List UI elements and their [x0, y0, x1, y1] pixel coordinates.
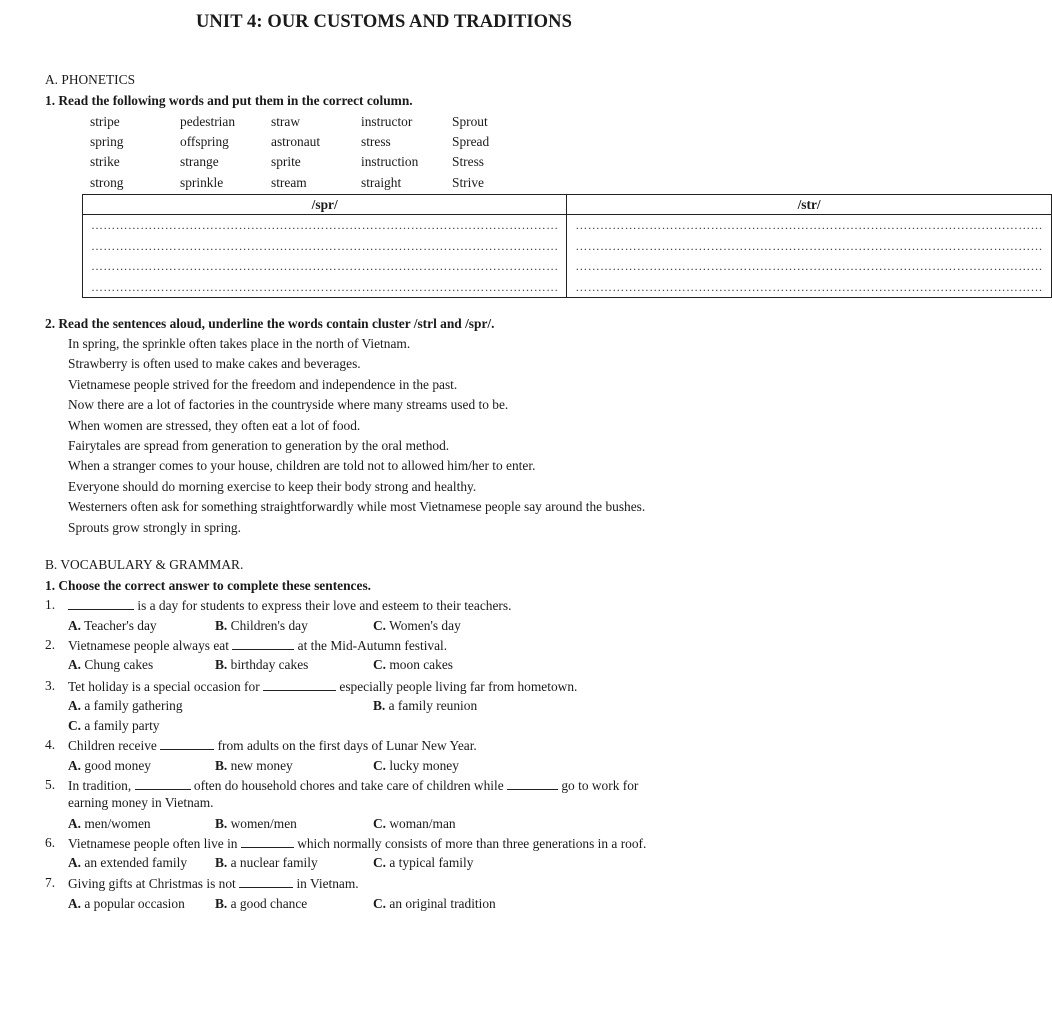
- reading-sentence: When a stranger comes to your house, children are told not to allowed him/her to enter.: [68, 458, 536, 474]
- reading-sentence: Fairytales are spread from generation to generation by the oral method.: [68, 438, 450, 453]
- answer-blank[interactable]: [160, 737, 214, 750]
- reading-sentence: Everyone should do morning exercise to keep their body strong and healthy.: [68, 478, 477, 494]
- phonetics-word: spring: [90, 134, 124, 149]
- column-header-str: /str/: [567, 195, 1051, 215]
- answer-blank[interactable]: [241, 835, 294, 848]
- reading-sentence: When women are stressed, they often eat a lot of food.: [68, 417, 361, 433]
- option-a[interactable]: A. Teacher's day: [68, 618, 157, 633]
- phonetics-word: strike: [90, 154, 120, 169]
- answer-line[interactable]: ……………………………………………………………………………………………………: [575, 279, 1043, 294]
- option-b[interactable]: B. Children's day: [215, 618, 308, 633]
- option-a[interactable]: A. men/women: [68, 816, 151, 831]
- answer-blank[interactable]: [135, 777, 191, 790]
- phonetics-word: Strive: [452, 175, 484, 190]
- phonetics-word: Sprout: [452, 114, 488, 129]
- answer-blank[interactable]: [239, 875, 293, 888]
- option-b[interactable]: B. a family reunion: [373, 698, 478, 713]
- question-7: Giving gifts at Christmas is not in Vietnam.: [68, 876, 359, 891]
- question-3: Tet holiday is a special occasion for especially people living far from hometown.: [68, 679, 578, 694]
- answer-line[interactable]: ……………………………………………………………………………………………………: [91, 279, 559, 294]
- question-5: In tradition, often do household chores and take care of children while go to work for: [68, 778, 639, 793]
- question-2: Vietnamese people always eat at the Mid-Autumn festival.: [68, 638, 448, 653]
- option-a[interactable]: A. a family gathering: [68, 698, 183, 713]
- option-c[interactable]: C. Women's day: [373, 618, 461, 633]
- column-header-spr: /spr/: [83, 195, 567, 215]
- phonetics-word: instruction: [361, 154, 419, 169]
- phonetics-word: astronaut: [271, 134, 321, 149]
- question-number: 3.: [45, 678, 56, 693]
- option-c[interactable]: C. an original tradition: [373, 896, 496, 911]
- answer-blank[interactable]: [68, 597, 134, 610]
- option-c[interactable]: C. lucky money: [373, 758, 459, 773]
- answer-blank[interactable]: [263, 678, 336, 691]
- spr-answer-column[interactable]: [83, 215, 567, 298]
- answer-line[interactable]: ……………………………………………………………………………………………………: [91, 218, 559, 232]
- option-b[interactable]: B. women/men: [215, 816, 297, 831]
- option-c[interactable]: C. woman/man: [373, 816, 456, 831]
- reading-sentence: Sprouts grow strongly in spring.: [68, 519, 241, 535]
- str-answer-column[interactable]: [567, 215, 1051, 298]
- phonetics-word: strong: [90, 175, 124, 190]
- answer-line[interactable]: ……………………………………………………………………………………………………: [575, 218, 1043, 232]
- phonetics-word: Stress: [452, 154, 484, 169]
- question-number: 2.: [45, 637, 56, 652]
- answer-blank[interactable]: [232, 637, 294, 650]
- option-c[interactable]: C. a family party: [68, 718, 160, 733]
- reading-sentence: Westerners often ask for something straightforwardly while most Vietnamese people say around the bushes.: [68, 499, 646, 515]
- phonetics-word: instructor: [361, 114, 413, 129]
- phonetics-word: straight: [361, 175, 402, 190]
- reading-sentence: In spring, the sprinkle often takes place in the north of Vietnam.: [68, 336, 411, 351]
- question-number: 4.: [45, 737, 56, 752]
- option-a[interactable]: A. good money: [68, 758, 151, 773]
- phonetics-word: stress: [361, 134, 391, 149]
- question-5-continued: earning money in Vietnam.: [68, 795, 214, 810]
- phonetics-word: offspring: [180, 134, 229, 149]
- phonetics-word: strange: [180, 154, 219, 169]
- reading-sentence: Now there are a lot of factories in the countryside where many streams used to be.: [68, 397, 509, 413]
- answer-line[interactable]: ……………………………………………………………………………………………………: [575, 238, 1043, 253]
- answer-line[interactable]: ……………………………………………………………………………………………………: [575, 259, 1043, 273]
- question-6: Vietnamese people often live in which normally consists of more than three generations in a roof.: [68, 836, 647, 851]
- option-a[interactable]: A. a popular occasion: [68, 896, 185, 911]
- phonetics-word: stream: [271, 175, 307, 190]
- task-1-instruction: 1. Read the following words and put them in the correct column.: [45, 93, 413, 108]
- question-text: is a day for students to express their love and esteem to their teachers.: [134, 598, 512, 613]
- phonetics-word: stripe: [90, 114, 120, 129]
- answer-line[interactable]: ……………………………………………………………………………………………………: [91, 259, 559, 273]
- phonetics-word: straw: [271, 114, 301, 129]
- section-a-heading: A. PHONETICS: [45, 72, 136, 87]
- option-b[interactable]: B. a good chance: [215, 896, 308, 911]
- question-1: [68, 597, 511, 614]
- reading-sentence: Strawberry is often used to make cakes and beverages.: [68, 356, 361, 372]
- task-b1-instruction: 1. Choose the correct answer to complete these sentences.: [45, 578, 371, 593]
- question-number: 6.: [45, 835, 56, 850]
- question-number: 5.: [45, 777, 56, 792]
- page-title: UNIT 4: OUR CUSTOMS AND TRADITIONS: [195, 12, 573, 32]
- option-b[interactable]: B. birthday cakes: [215, 657, 309, 672]
- question-number: 7.: [45, 875, 56, 890]
- option-c[interactable]: C. moon cakes: [373, 657, 453, 672]
- option-b[interactable]: B. a nuclear family: [215, 855, 318, 870]
- option-a[interactable]: A. an extended family: [68, 855, 188, 870]
- phonetics-word: sprite: [271, 154, 301, 169]
- option-c[interactable]: C. a typical family: [373, 855, 474, 870]
- spr-str-table: [82, 194, 1052, 298]
- phonetics-word: pedestrian: [180, 114, 236, 129]
- answer-line[interactable]: ……………………………………………………………………………………………………: [91, 238, 559, 253]
- answer-blank[interactable]: [507, 777, 558, 790]
- question-number: 1.: [45, 597, 56, 612]
- section-b-heading: B. VOCABULARY & GRAMMAR.: [45, 557, 244, 572]
- task-2-instruction: 2. Read the sentences aloud, underline the words contain cluster /strl and /spr/.: [45, 316, 495, 331]
- reading-sentence: Vietnamese people strived for the freedom and independence in the past.: [68, 376, 458, 392]
- option-a[interactable]: A. Chung cakes: [68, 657, 154, 672]
- option-b[interactable]: B. new money: [215, 758, 293, 773]
- question-4: Children receive from adults on the first days of Lunar New Year.: [68, 738, 477, 753]
- phonetics-word: Spread: [452, 134, 490, 149]
- phonetics-word: sprinkle: [180, 175, 224, 190]
